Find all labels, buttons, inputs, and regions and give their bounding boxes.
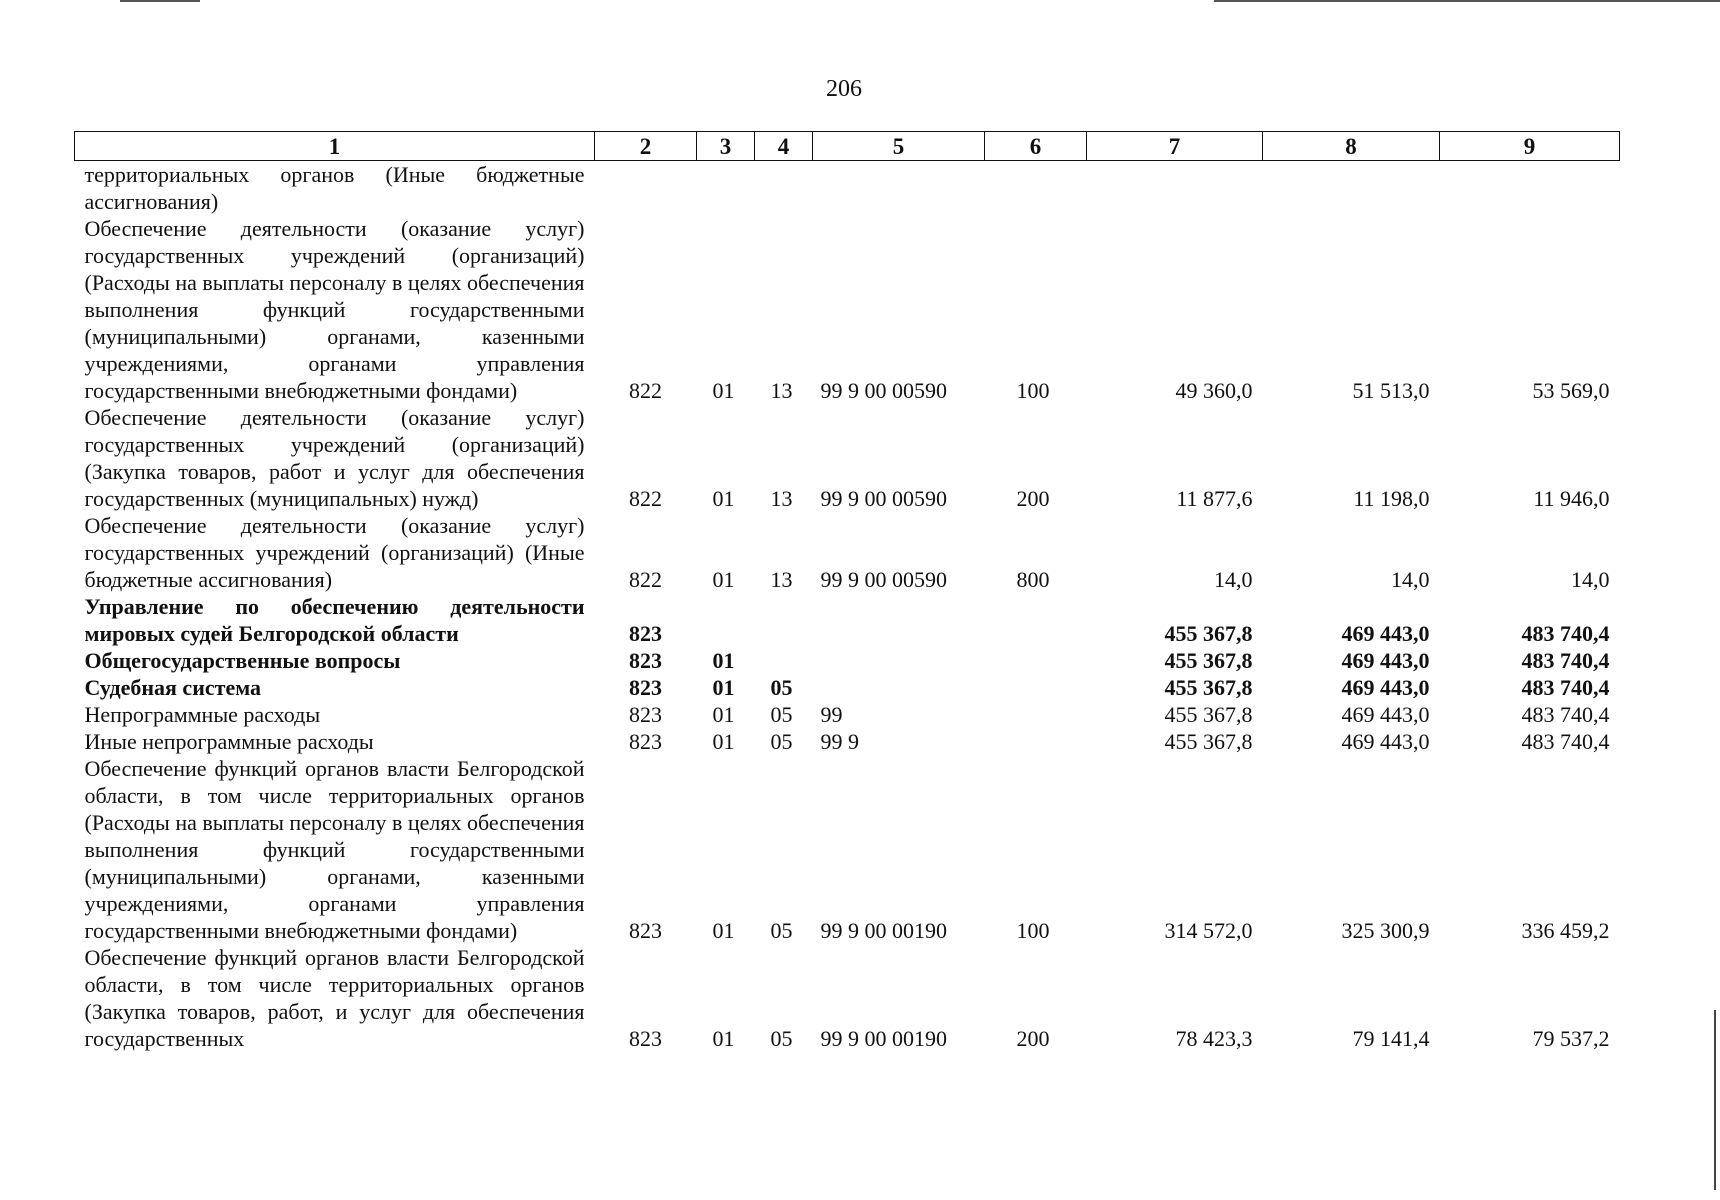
amount-year1-cell bbox=[1087, 161, 1263, 216]
row-name-cell: Судебная система bbox=[84, 675, 262, 700]
amount-year3-cell: 483 740,4 bbox=[1521, 621, 1610, 646]
row-name-cell: Обеспечение деятельности (оказание услуг) государственных учреждений (организаций) (Расходы на выплаты персоналу в целях обеспечения выполнения функций государственными (муниципальными) органами, казенными учреждениями, органами управления государственными внебюджетными фондами) bbox=[84, 216, 585, 403]
table-row bbox=[75, 755, 1620, 944]
row-name-cell: Обеспечение деятельности (оказание услуг) государственных учреждений (организаций) (Закупка товаров, работ и услуг для обеспечения государственных (муниципальных) нужд) bbox=[84, 405, 585, 511]
ministry-code-cell: 822 bbox=[629, 378, 662, 403]
column-header: 8 bbox=[1263, 132, 1440, 161]
scan-edge-line-left bbox=[120, 0, 200, 2]
table-row bbox=[75, 593, 1620, 647]
column-header: 2 bbox=[595, 132, 697, 161]
table-header-row bbox=[75, 132, 1620, 161]
target-article-cell bbox=[813, 161, 985, 216]
amount-year3-cell: 483 740,4 bbox=[1521, 675, 1610, 700]
ministry-code-cell: 823 bbox=[629, 648, 662, 673]
row-name-cell: Управление по обеспечению деятельности мировых судей Белгородской области bbox=[84, 594, 585, 646]
amount-year1-cell: 455 367,8 bbox=[1164, 648, 1253, 673]
section-cell: 01 bbox=[712, 378, 735, 403]
amount-year3-cell: 11 946,0 bbox=[1533, 486, 1610, 511]
table-row bbox=[75, 215, 1620, 404]
amount-year1-cell: 78 423,3 bbox=[1175, 1026, 1253, 1051]
subsection-cell: 13 bbox=[770, 567, 793, 592]
expense-type-cell bbox=[985, 647, 1087, 674]
column-header: 6 bbox=[985, 132, 1087, 161]
target-article-cell bbox=[813, 647, 985, 674]
amount-year3-cell bbox=[1440, 161, 1620, 216]
subsection-cell: 13 bbox=[770, 378, 793, 403]
row-name-cell: Обеспечение функций органов власти Белгородской области, в том числе территориальных органов (Расходы на выплаты персоналу в целях обеспечения выполнения функций государственными (муниципальными) органами, казенными учреждениями, органами управления государственными внебюджетными фондами) bbox=[84, 756, 585, 943]
expense-type-cell bbox=[985, 701, 1087, 728]
ministry-code-cell: 823 bbox=[629, 918, 662, 943]
target-article-cell: 99 9 bbox=[820, 729, 859, 754]
column-header: 3 bbox=[697, 132, 755, 161]
section-cell bbox=[697, 161, 755, 216]
amount-year3-cell: 483 740,4 bbox=[1521, 729, 1610, 754]
scan-edge-mark bbox=[1714, 1010, 1716, 1190]
amount-year2-cell: 79 141,4 bbox=[1352, 1026, 1430, 1051]
expense-type-cell: 200 bbox=[1016, 1026, 1050, 1051]
table-body bbox=[75, 161, 1620, 1053]
target-article-cell bbox=[813, 674, 985, 701]
expense-type-cell bbox=[985, 593, 1087, 647]
section-cell: 01 bbox=[712, 918, 735, 943]
ministry-code-cell: 823 bbox=[629, 702, 662, 727]
target-article-cell bbox=[813, 593, 985, 647]
subsection-cell: 05 bbox=[770, 918, 793, 943]
target-article-cell: 99 9 00 00590 bbox=[820, 486, 947, 511]
subsection-cell bbox=[755, 161, 813, 216]
ministry-code-cell: 823 bbox=[629, 1026, 662, 1051]
column-header: 5 bbox=[813, 132, 985, 161]
target-article-cell: 99 9 00 00590 bbox=[820, 567, 947, 592]
table-row bbox=[75, 674, 1620, 701]
ministry-code-cell bbox=[595, 161, 697, 216]
row-name-cell: Обеспечение деятельности (оказание услуг) государственных учреждений (организаций) (Иные бюджетные ассигнования) bbox=[84, 513, 585, 592]
row-name-cell: Общегосударственные вопросы bbox=[84, 648, 401, 673]
section-cell: 01 bbox=[712, 729, 735, 754]
amount-year2-cell: 469 443,0 bbox=[1341, 621, 1430, 646]
row-name-cell: Непрограммные расходы bbox=[84, 702, 321, 727]
expense-type-cell bbox=[985, 674, 1087, 701]
target-article-cell: 99 9 00 00190 bbox=[820, 918, 947, 943]
expense-type-cell bbox=[985, 161, 1087, 216]
target-article-cell: 99 9 00 00590 bbox=[820, 378, 947, 403]
target-article-cell: 99 bbox=[820, 702, 843, 727]
ministry-code-cell: 823 bbox=[629, 621, 662, 646]
section-cell: 01 bbox=[712, 648, 735, 673]
subsection-cell: 05 bbox=[770, 702, 793, 727]
amount-year2-cell: 325 300,9 bbox=[1341, 918, 1430, 943]
expense-type-cell: 800 bbox=[1016, 567, 1050, 592]
table-row bbox=[75, 701, 1620, 728]
amount-year3-cell: 336 459,2 bbox=[1521, 918, 1610, 943]
scan-edge-line-right bbox=[1214, 0, 1720, 2]
section-cell: 01 bbox=[712, 675, 735, 700]
amount-year3-cell: 53 569,0 bbox=[1532, 378, 1610, 403]
ministry-code-cell: 823 bbox=[629, 675, 662, 700]
column-header: 4 bbox=[755, 132, 813, 161]
amount-year2-cell: 51 513,0 bbox=[1352, 378, 1430, 403]
table-row bbox=[75, 161, 1620, 216]
amount-year1-cell: 49 360,0 bbox=[1175, 378, 1253, 403]
subsection-cell: 05 bbox=[770, 675, 793, 700]
section-cell bbox=[697, 593, 755, 647]
table-row bbox=[75, 944, 1620, 1052]
amount-year1-cell: 455 367,8 bbox=[1164, 621, 1253, 646]
section-cell: 01 bbox=[712, 1026, 735, 1051]
ministry-code-cell: 823 bbox=[629, 729, 662, 754]
row-name-cell: Обеспечение функций органов власти Белгородской области, в том числе территориальных органов (Закупка товаров, работ, и услуг для обеспечения государственных bbox=[84, 945, 585, 1051]
page-number: 206 bbox=[826, 76, 862, 102]
expense-type-cell bbox=[985, 728, 1087, 755]
subsection-cell: 13 bbox=[770, 486, 793, 511]
amount-year3-cell: 483 740,4 bbox=[1521, 648, 1610, 673]
amount-year2-cell: 469 443,0 bbox=[1341, 729, 1430, 754]
table-row bbox=[75, 728, 1620, 755]
target-article-cell: 99 9 00 00190 bbox=[820, 1026, 947, 1051]
subsection-cell: 05 bbox=[770, 729, 793, 754]
ministry-code-cell: 822 bbox=[629, 567, 662, 592]
section-cell: 01 bbox=[712, 486, 735, 511]
amount-year1-cell: 455 367,8 bbox=[1164, 702, 1253, 727]
amount-year2-cell: 14,0 bbox=[1391, 567, 1430, 592]
column-header: 7 bbox=[1087, 132, 1263, 161]
amount-year2-cell bbox=[1263, 161, 1440, 216]
amount-year1-cell: 14,0 bbox=[1214, 567, 1253, 592]
section-cell: 01 bbox=[712, 567, 735, 592]
subsection-cell bbox=[755, 647, 813, 674]
table-row bbox=[75, 647, 1620, 674]
expense-type-cell: 200 bbox=[1016, 486, 1050, 511]
column-header: 1 bbox=[75, 132, 595, 161]
amount-year2-cell: 11 198,0 bbox=[1353, 486, 1430, 511]
amount-year3-cell: 14,0 bbox=[1571, 567, 1610, 592]
amount-year2-cell: 469 443,0 bbox=[1341, 702, 1430, 727]
amount-year3-cell: 483 740,4 bbox=[1521, 702, 1610, 727]
subsection-cell: 05 bbox=[770, 1026, 793, 1051]
amount-year2-cell: 469 443,0 bbox=[1341, 675, 1430, 700]
amount-year1-cell: 11 877,6 bbox=[1176, 486, 1253, 511]
ministry-code-cell: 822 bbox=[629, 486, 662, 511]
amount-year1-cell: 455 367,8 bbox=[1164, 729, 1253, 754]
expense-type-cell: 100 bbox=[1016, 378, 1050, 403]
table-row bbox=[75, 404, 1620, 512]
table-row bbox=[75, 512, 1620, 593]
row-name-cell: территориальных органов (Иные бюджетные ассигнования) bbox=[84, 162, 585, 214]
budget-table bbox=[74, 131, 1620, 1052]
section-cell: 01 bbox=[712, 702, 735, 727]
column-header: 9 bbox=[1440, 132, 1620, 161]
row-name-cell: Иные непрограммные расходы bbox=[84, 729, 374, 754]
expense-type-cell: 100 bbox=[1016, 918, 1050, 943]
amount-year1-cell: 314 572,0 bbox=[1164, 918, 1253, 943]
amount-year2-cell: 469 443,0 bbox=[1341, 648, 1430, 673]
amount-year1-cell: 455 367,8 bbox=[1164, 675, 1253, 700]
subsection-cell bbox=[755, 593, 813, 647]
amount-year3-cell: 79 537,2 bbox=[1532, 1026, 1610, 1051]
